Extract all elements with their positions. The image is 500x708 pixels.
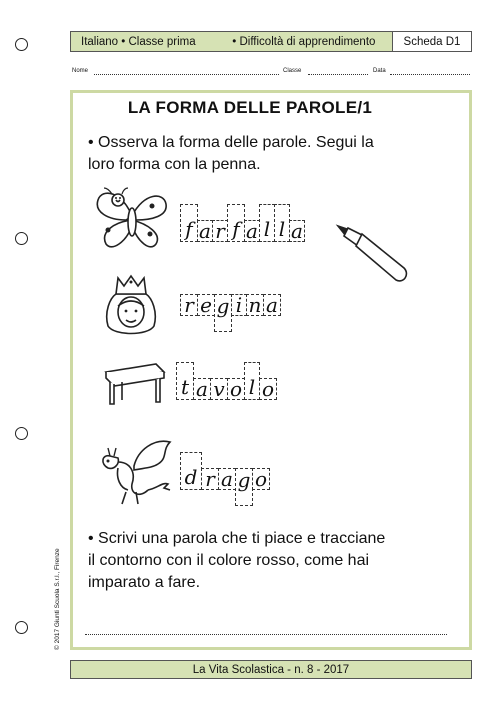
butterfly-icon: [92, 186, 172, 256]
trace-word-tavolo: [176, 362, 276, 400]
instruction-1-line2: loro forma con la penna.: [88, 156, 261, 173]
letter-box[interactable]: g: [214, 294, 232, 332]
letter-box[interactable]: f: [180, 204, 198, 242]
letter-box[interactable]: a: [263, 294, 281, 316]
class-line[interactable]: [308, 74, 368, 75]
class-label: Classe: [283, 68, 302, 74]
date-label: Data: [373, 68, 386, 74]
instruction-2-line1: • Scrivi una parola che ti piace e tracciane: [88, 530, 386, 547]
letter-box[interactable]: l: [259, 204, 275, 242]
letter-box[interactable]: g: [235, 468, 253, 506]
letter-box[interactable]: v: [210, 378, 228, 400]
queen-icon: [100, 272, 162, 338]
header-subject: Italiano • Classe prima: [81, 35, 196, 48]
letter-box[interactable]: r: [212, 220, 228, 242]
instruction-1-line1: • Osserva la forma delle parole. Segui la: [88, 134, 374, 151]
date-line[interactable]: [390, 74, 470, 75]
letter-box[interactable]: a: [193, 378, 211, 400]
letter-box[interactable]: e: [197, 294, 215, 316]
letter-box[interactable]: t: [176, 362, 194, 400]
letter-box[interactable]: r: [180, 294, 198, 316]
trace-word-farfalla: [180, 204, 304, 242]
letter-box[interactable]: i: [231, 294, 247, 316]
sheet-label: Scheda D1: [392, 32, 471, 51]
header-band: [70, 31, 472, 52]
letter-box[interactable]: l: [274, 204, 290, 242]
footer-text: La Vita Scolastica - n. 8 - 2017: [192, 663, 350, 676]
name-line[interactable]: [94, 74, 279, 75]
letter-box[interactable]: a: [197, 220, 213, 242]
letter-box[interactable]: f: [227, 204, 245, 242]
header-section: • Difficoltà di apprendimento: [232, 35, 376, 48]
page-title: LA FORMA DELLE PAROLE/1: [127, 98, 373, 117]
binder-hole: [15, 38, 28, 51]
letter-box[interactable]: o: [227, 378, 245, 400]
table-icon: [100, 360, 168, 410]
letter-box[interactable]: r: [201, 468, 219, 490]
trace-word-regina: [180, 294, 280, 332]
letter-box[interactable]: a: [289, 220, 305, 242]
letter-box[interactable]: a: [244, 220, 260, 242]
instruction-2-line3: imparato a fare.: [88, 574, 201, 591]
letter-box[interactable]: o: [252, 468, 270, 490]
footer-band: [70, 660, 472, 679]
letter-box[interactable]: d: [180, 452, 202, 490]
binder-hole: [15, 621, 28, 634]
name-class-date-row: [72, 68, 472, 78]
trace-word-drago: [180, 452, 269, 506]
copyright-note: © 2017 Giunti Scuola S.r.l., Firenze: [54, 548, 61, 650]
instruction-2-line2: il contorno con il colore rosso, come hai: [88, 552, 370, 569]
binder-hole: [15, 427, 28, 440]
letter-box[interactable]: o: [259, 378, 277, 400]
name-label: Nome: [72, 68, 89, 74]
dragon-icon: [96, 428, 176, 508]
instruction-2: [88, 528, 385, 594]
letter-box[interactable]: l: [244, 362, 260, 400]
answer-line[interactable]: [85, 634, 447, 635]
letter-box[interactable]: a: [218, 468, 236, 490]
pen-icon: [334, 222, 414, 292]
letter-box[interactable]: n: [246, 294, 264, 316]
binder-hole: [15, 232, 28, 245]
instruction-1: [88, 132, 374, 176]
